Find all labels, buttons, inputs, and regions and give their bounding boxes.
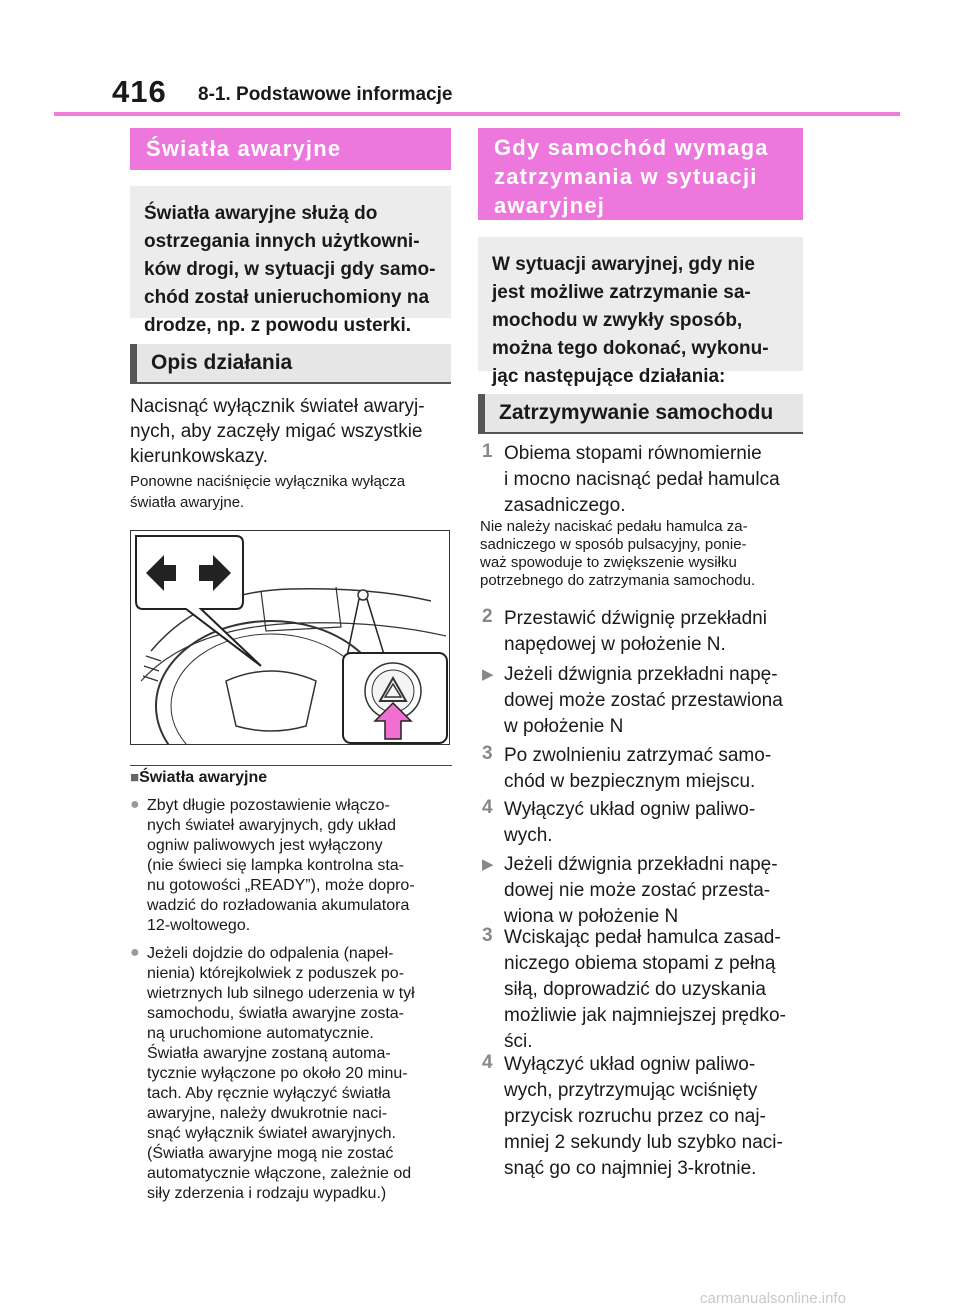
dot-bullet-icon: ●: [130, 944, 140, 961]
bullet-line: tach. Aby ręcznie wyłączyć światła: [147, 1085, 391, 1102]
heading-line: zatrzymania w sytuacji: [494, 164, 758, 189]
bullet-line: nu gotowości „READY”), może dopro-: [147, 877, 415, 894]
step-line: Po zwolnieniu zatrzymać samo-: [504, 745, 772, 766]
bullet-line: wadzić do rozładowania akumulatora: [147, 897, 410, 914]
condition-line: wiona w położenie N: [504, 906, 679, 927]
step-line: wych.: [504, 825, 553, 846]
step-line: przycisk rozruchu przez co naj-: [504, 1106, 766, 1127]
hazard-switch-illustration: [130, 530, 450, 745]
step-number: 4: [482, 1052, 493, 1073]
intro-line: drodze, np. z powodu usterki.: [144, 315, 412, 336]
step-number: 3: [482, 743, 493, 764]
condition-line: Jeżeli dźwignia przekładni napę-: [504, 854, 778, 875]
step-number: 1: [482, 441, 493, 462]
heading-line: awaryjnej: [494, 193, 606, 218]
note-line: Nie należy naciskać pedału hamulca za-: [480, 518, 748, 535]
header-rule: [54, 112, 900, 116]
step-number: 4: [482, 797, 493, 818]
intro-line: mochodu w zwykły sposób,: [492, 310, 743, 331]
step-line: chód w bezpiecznym miejscu.: [504, 771, 756, 792]
step-text: [504, 797, 804, 849]
body-line: Nacisnąć wyłącznik świateł awaryj-: [130, 396, 425, 417]
bullet-line: Zbyt długie pozostawienie włączo-: [147, 797, 390, 814]
bullet-line: ogniw paliwowych jest wyłączony: [147, 837, 383, 854]
bullet-line: snąć wyłącznik świateł awaryjnych.: [147, 1125, 396, 1142]
step-text: [504, 441, 804, 519]
bullet-line: wietrznych lub silnego uderzenia w tył: [147, 985, 415, 1002]
notes-title: [130, 768, 267, 788]
condition-text: [504, 662, 804, 740]
stopping-subheading-text: Zatrzymywanie samochodu: [499, 401, 774, 424]
condition-text: [504, 852, 804, 930]
intro-line: W sytuacji awaryjnej, gdy nie: [492, 254, 755, 275]
step-line: mniej 2 sekundy lub szybko naci-: [504, 1132, 783, 1153]
intro-line: Światła awaryjne służą do: [144, 203, 378, 224]
operation-note: [130, 471, 460, 513]
condition-line: dowej może zostać przestawiona: [504, 690, 783, 711]
bullet-line: samochodu, światła awaryjne zosta-: [147, 1005, 405, 1022]
bullet-line: Jeżeli dojdzie do odpalenia (napeł-: [147, 945, 394, 962]
step-line: Obiema stopami równomiernie: [504, 443, 762, 464]
step-text: [504, 1052, 804, 1182]
bullet-line: (Światła awaryjne mogą nie zostać: [147, 1145, 394, 1162]
page-number: 416: [112, 74, 167, 109]
operation-subheading-text: Opis działania: [151, 351, 293, 374]
bullet-line: 12-woltowego.: [147, 917, 251, 934]
step-line: możliwie jak najmniejszej prędko-: [504, 1005, 786, 1026]
body-line: kierunkowskazy.: [130, 446, 268, 467]
intro-line: ków drogi, w sytuacji gdy samo-: [144, 259, 436, 280]
step-text: [504, 925, 804, 1055]
step-text: [504, 606, 804, 658]
intro-line: chód został unieruchomiony na: [144, 287, 430, 308]
bullet-text: [147, 796, 457, 936]
step-line: Przestawić dźwignię przekładni: [504, 608, 767, 629]
hazard-intro-box: [130, 186, 451, 336]
condition-line: w położenie N: [504, 716, 624, 737]
operation-body: [130, 394, 460, 469]
bullet-text: [147, 944, 457, 1204]
bullet-line: automatycznie włączone, zależnie od: [147, 1165, 412, 1182]
dashboard-drawing: [131, 531, 450, 745]
note-line: potrzebnego do zatrzymania samochodu.: [480, 572, 756, 589]
step-line: zasadniczego.: [504, 495, 626, 516]
step-number: 2: [482, 606, 493, 627]
dot-bullet-icon: ●: [130, 796, 140, 813]
notes-rule: [130, 765, 452, 766]
bullet-line: awaryjne, należy dwukrotnie naci-: [147, 1105, 388, 1122]
bullet-line: (nie świeci się lampka kontrolna sta-: [147, 857, 404, 874]
step-number: 3: [482, 925, 493, 946]
intro-line: jąc następujące działania:: [492, 366, 726, 387]
intro-line: ostrzegania innych użytkowni-: [144, 231, 420, 252]
bullet-line: nych świateł awaryjnych, gdy układ: [147, 817, 397, 834]
stopping-subheading: [478, 394, 803, 434]
notes-title-text: Światła awaryjne: [139, 769, 268, 786]
hazard-lights-heading: [130, 128, 451, 170]
step-text: [504, 743, 804, 795]
note-line: waż spowoduje to zwiększenie wysiłku: [480, 554, 737, 571]
watermark: carmanualsonline.info: [700, 1290, 846, 1307]
heading-line: Gdy samochód wymaga: [494, 135, 769, 160]
note-line: sadniczego w sposób pulsacyjny, ponie-: [480, 536, 747, 553]
step-line: snąć go co najmniej 3-krotnie.: [504, 1158, 757, 1179]
step-line: Wyłączyć układ ogniw paliwo-: [504, 1054, 756, 1075]
note-line: Ponowne naciśnięcie wyłącznika wyłącza: [130, 473, 406, 490]
square-bullet-icon: ■: [130, 769, 140, 786]
body-line: nych, aby zaczęły migać wszystkie: [130, 421, 423, 442]
step-line: Wciskając pedał hamulca zasad-: [504, 927, 781, 948]
step-line: niczego obiema stopami z pełną: [504, 953, 776, 974]
step-line: ści.: [504, 1031, 533, 1052]
intro-line: jest możliwe zatrzymanie sa-: [492, 282, 751, 303]
bullet-line: siły zderzenia i rodzaju wypadku.): [147, 1185, 387, 1202]
step-line: i mocno nacisnąć pedał hamulca: [504, 469, 780, 490]
intro-line: można tego dokonać, wykonu-: [492, 338, 769, 359]
note-line: światła awaryjne.: [130, 494, 245, 511]
bullet-line: nienia) którejkolwiek z poduszek po-: [147, 965, 405, 982]
bullet-line: Światła awaryjne zostaną automa-: [147, 1045, 391, 1062]
hazard-lights-heading-text: Światła awaryjne: [146, 136, 342, 161]
operation-subheading: [130, 344, 451, 384]
section-title: 8-1. Podstawowe informacje: [198, 84, 453, 105]
emergency-intro-box: [478, 237, 803, 387]
step-1-note: [480, 518, 805, 590]
condition-line: Jeżeli dźwignia przekładni napę-: [504, 664, 778, 685]
step-line: napędowej w położenie N.: [504, 634, 726, 655]
step-line: wych, przytrzymując wciśnięty: [504, 1080, 758, 1101]
emergency-stop-heading: [478, 128, 803, 220]
step-line: Wyłączyć układ ogniw paliwo-: [504, 799, 756, 820]
step-line: siłą, doprowadzić do uzyskania: [504, 979, 766, 1000]
triangle-bullet-icon: ▶: [482, 856, 494, 873]
condition-line: dowej nie może zostać przesta-: [504, 880, 771, 901]
triangle-bullet-icon: ▶: [482, 666, 494, 683]
bullet-line: tycznie wyłączone po około 20 minu-: [147, 1065, 408, 1082]
bullet-line: ną uruchomione automatycznie.: [147, 1025, 374, 1042]
